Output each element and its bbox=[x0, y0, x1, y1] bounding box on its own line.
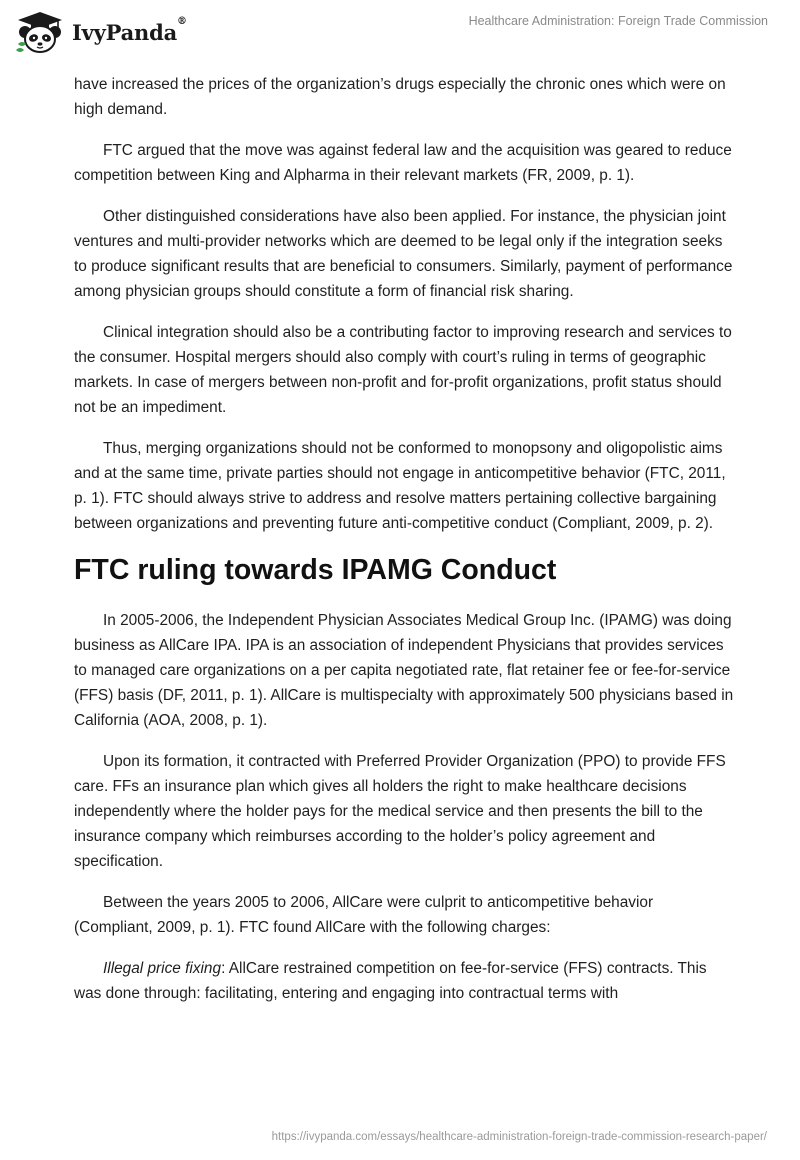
paragraph: Thus, merging organizations should not be conformed to monopsony and oligopolistic aims and at the same time, private parties should not engage in anticompetitive behavior (FTC, 2011, p. 1). FTC should always strive to address and resolve matters pertaining collective bargaining between organizations and preventing future anti-competitive conduct (Compliant, 2009, p. 2). bbox=[74, 440, 726, 532]
paragraph: In 2005-2006, the Independent Physician Associates Medical Group Inc. (IPAMG) was doing business as AllCare IPA. IPA is an association of independent Physicians that provides services to managed care organizations on a per capita negotiated rate, flat retainer fee or fee-for-service (FFS) basis (DF, 2011, p. 1). AllCare is multispecialty with approximately 500 physicians based in California (AOA, 2008, p. 1). bbox=[74, 612, 734, 729]
paragraph: Other distinguished considerations have also been applied. For instance, the physician joint ventures and multi-provider networks which are deemed to be legal only if the integration seeks to produce significant results that are beneficial to consumers. Similarly, payment of performance among physician groups should constitute a form of financial risk sharing. bbox=[74, 208, 733, 300]
section-heading: FTC ruling towards IPAMG Conduct bbox=[74, 554, 557, 586]
paragraph-charge bbox=[74, 956, 734, 1006]
document-title: Healthcare Administration: Foreign Trade Commission bbox=[468, 14, 768, 28]
paragraph: Upon its formation, it contracted with Preferred Provider Organization (PPO) to provide FFS care. FFs an insurance plan which gives all holders the right to make healthcare decisions independently where the holder pays for the medical service and then presents the bill to the insurance company which reimburses according to the holder’s policy agreement and specification. bbox=[74, 753, 726, 870]
source-url-link[interactable]: https://ivypanda.com/essays/healthcare-administration-foreign-trade-commission-research-paper/ bbox=[271, 1131, 767, 1143]
charge-text: : AllCare restrained competition on fee-for-service (FFS) contracts. This was done through: facilitating, entering and engaging into contractual terms with bbox=[74, 960, 707, 1002]
charge-label: Illegal price fixing bbox=[103, 960, 222, 977]
paragraph-continued: have increased the prices of the organization’s drugs especially the chronic ones which were on high demand. bbox=[74, 76, 726, 118]
paragraph: FTC argued that the move was against federal law and the acquisition was geared to reduce competition between King and Alpharma in their relevant markets (FR, 2009, p. 1). bbox=[74, 142, 732, 184]
ivypanda-logo[interactable] bbox=[14, 10, 187, 54]
paragraph: Clinical integration should also be a contributing factor to improving research and services to the consumer. Hospital mergers should also comply with court’s ruling in terms of geographic markets. In case of mergers between non-profit and for-profit organizations, profit status should not be an impediment. bbox=[74, 324, 732, 416]
article-body bbox=[74, 72, 734, 1022]
panda-graduate-icon bbox=[14, 10, 66, 54]
paragraph: Between the years 2005 to 2006, AllCare were culprit to anticompetitive behavior (Compliant, 2009, p. 1). FTC found AllCare with the following charges: bbox=[74, 894, 654, 936]
page-header bbox=[0, 0, 800, 62]
brand-name: IvyPanda® bbox=[72, 15, 187, 45]
